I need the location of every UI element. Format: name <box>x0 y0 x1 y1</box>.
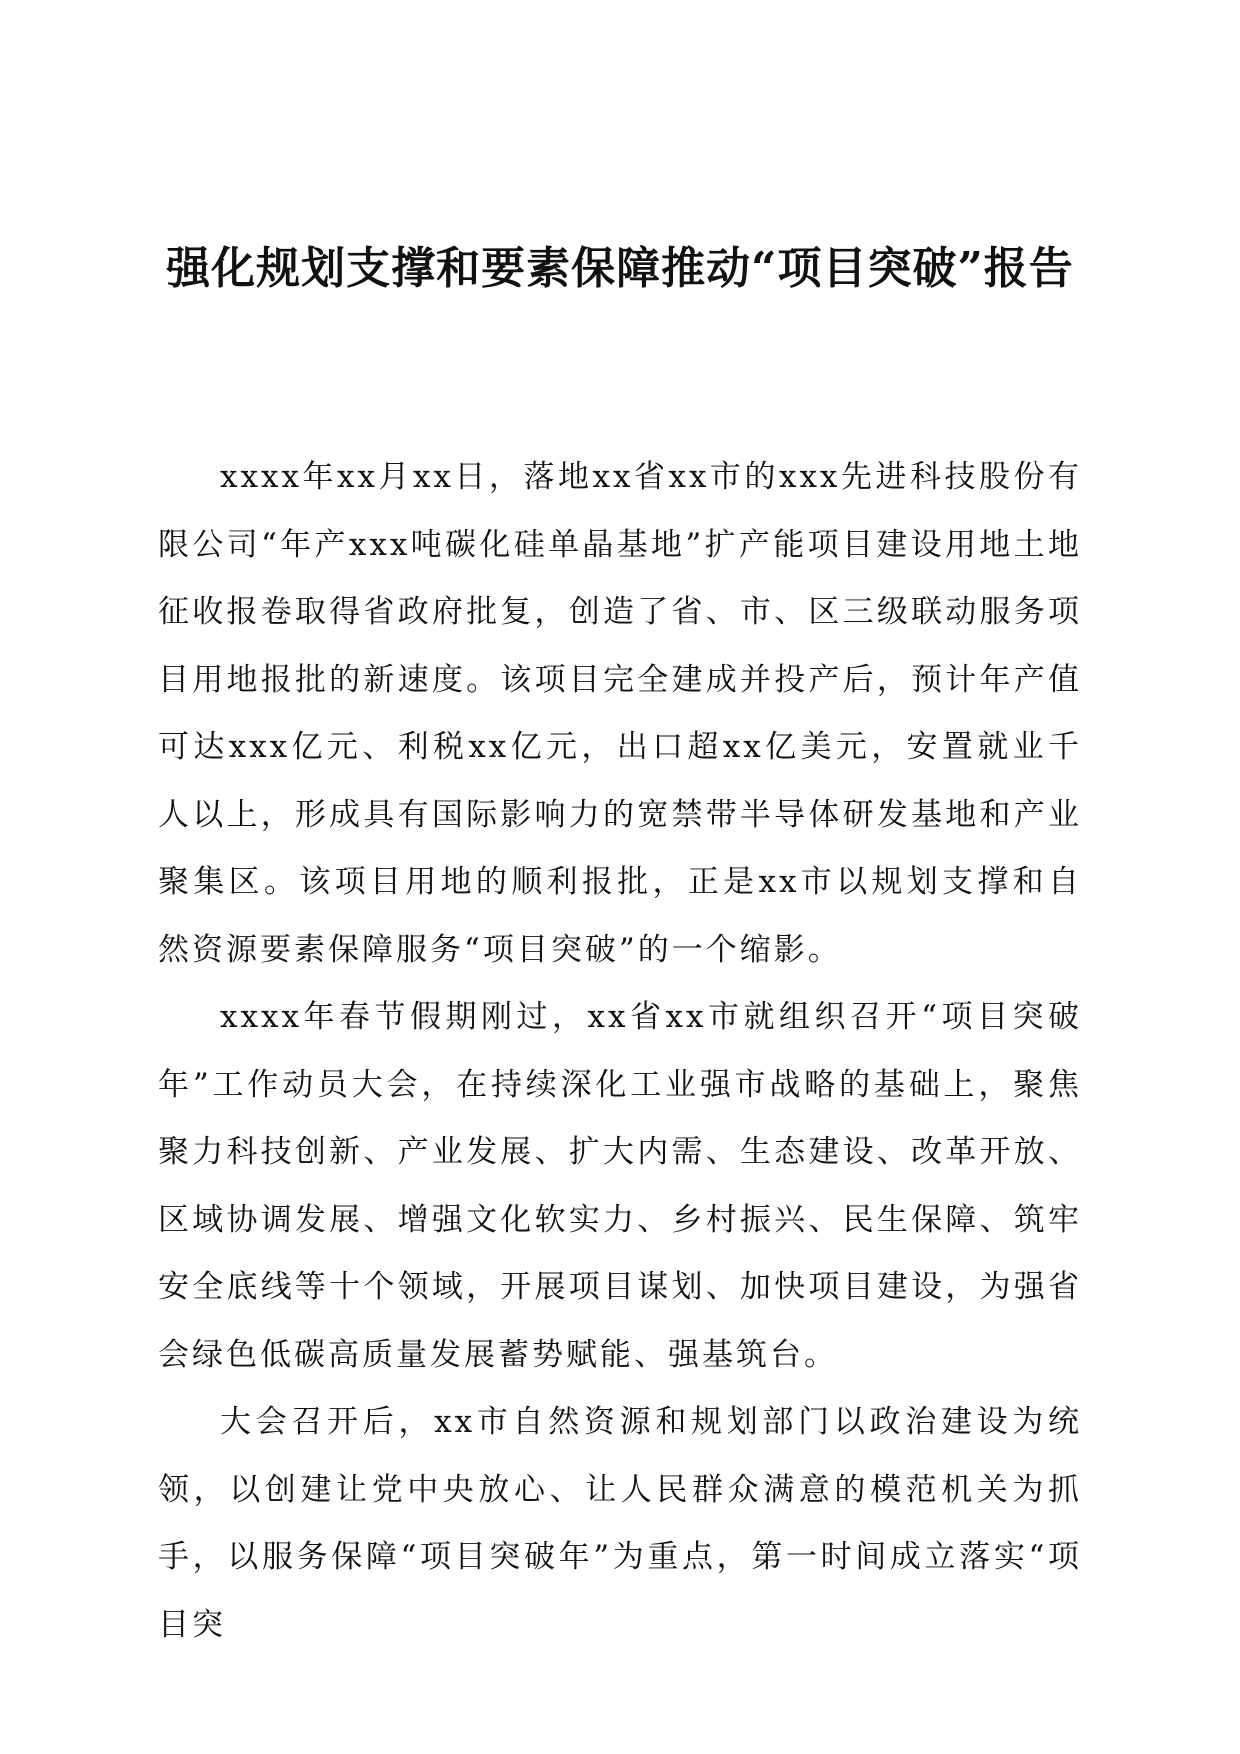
paragraph-3: 大会召开后，xx市自然资源和规划部门以政治建设为统领，以创建让党中央放心、让人民群众满意的模范机关为抓手，以服务保障“项目突破年”为重点，第一时间成立落实“项目突 <box>158 1404 1082 1643</box>
paragraph-2: xxxx年春节假期刚过，xx省xx市就组织召开“项目突破年”工作动员大会，在持续深化工业强市战略的基础上，聚焦聚力科技创新、产业发展、扩大内需、生态建设、改革开放、区域协调发展、增强文化软实力、乡村振兴、民生保障、筑牢安全底线等十个领域，开展项目谋划、加快项目建设，为强省会绿色低碳高质量发展蓄势赋能、强基筑台。 <box>158 999 1082 1373</box>
paragraph-1: xxxx年xx月xx日，落地xx省xx市的xxx先进科技股份有限公司“年产xxx吨碳化硅单晶基地”扩产能项目建设用地土地征收报卷取得省政府批复，创造了省、市、区三级联动服务项目用地报批的新速度。该项目完全建成并投产后，预计年产值可达xxx亿元、利税xx亿元，出口超xx亿美元，安置就业千人以上，形成具有国际影响力的宽禁带半导体研发基地和产业聚集区。该项目用地的顺利报批，正是xx市以规划支撑和自然资源要素保障服务“项目突破”的一个缩影。 <box>158 459 1082 968</box>
document-title: 强化规划支撑和要素保障推动“项目突破”报告 <box>166 243 1074 294</box>
document-body <box>158 444 1082 1659</box>
